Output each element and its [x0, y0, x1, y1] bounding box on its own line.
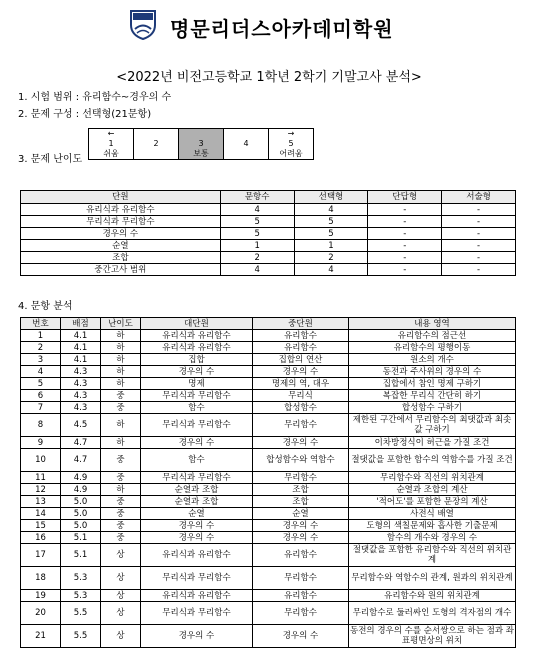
analysis-header-sub-unit: 중단원	[253, 318, 349, 330]
table-cell: 절댓값을 포함한 함수의 역함수를 가질 조건	[349, 449, 516, 472]
table-cell: 상	[101, 602, 141, 625]
academy-logo-icon	[128, 8, 158, 40]
table-cell: -	[442, 216, 516, 228]
table-cell: 11	[21, 472, 61, 484]
table-cell: 무리함수로 둘러싸인 도형의 격자점의 개수	[349, 602, 516, 625]
table-cell: 유리함수	[253, 544, 349, 567]
table-cell: 중	[101, 508, 141, 520]
table-cell: 중	[101, 449, 141, 472]
table-cell: 14	[21, 508, 61, 520]
table-cell: 동전의 경우의 수를 순서쌍으로 하는 점과 좌표평면상의 위치	[349, 626, 514, 646]
analysis-header-difficulty: 난이도	[101, 318, 141, 330]
table-cell: 5	[220, 216, 294, 228]
table-cell: 4.1	[61, 354, 101, 366]
table-cell: 무리함수	[253, 602, 349, 625]
table-cell: 합성함수 구하기	[349, 402, 516, 414]
table-cell: 경우의 수	[253, 366, 349, 378]
table-cell: -	[442, 228, 516, 240]
table-cell: 5	[21, 378, 61, 390]
table-cell: 조합	[21, 252, 221, 264]
table-cell: 순열	[21, 240, 221, 252]
table-row	[21, 378, 516, 390]
table-cell: 중	[101, 390, 141, 402]
table-cell: 6	[21, 390, 61, 402]
table-cell: 5	[294, 228, 368, 240]
table-cell: 21	[21, 625, 61, 648]
table-cell: 하	[101, 366, 141, 378]
table-cell: 중	[101, 520, 141, 532]
table-cell: 무리식	[253, 390, 349, 402]
table-cell: 유리함수의 평행이동	[349, 342, 516, 354]
table-cell: 3	[21, 354, 61, 366]
table-cell: 10	[21, 449, 61, 472]
arrow-left-icon: ←	[107, 129, 115, 138]
table-cell: 16	[21, 532, 61, 544]
difficulty-level-2: 2	[134, 129, 179, 160]
table-cell: 동전과 주사위의 경우의 수	[349, 366, 516, 378]
table-cell: 유리식과 유리함수	[141, 330, 253, 342]
table-cell: 20	[21, 602, 61, 625]
arrow-right-icon: →	[287, 129, 295, 138]
summary-header-count: 문항수	[220, 191, 294, 204]
table-cell: 무리식과 무리함수	[141, 602, 253, 625]
table-cell: 1	[294, 240, 368, 252]
table-row	[21, 437, 516, 449]
table-row	[21, 532, 516, 544]
table-cell: 1	[21, 330, 61, 342]
table-cell: 이차방정식이 허근을 가질 조건	[349, 437, 516, 449]
table-cell: 4.3	[61, 378, 101, 390]
table-cell: 순열	[141, 508, 253, 520]
document-title: <2022년 비전고등학교 1학년 2학기 기말고사 분석>	[116, 70, 422, 85]
table-cell: 4.7	[61, 437, 101, 449]
table-cell: 하	[101, 354, 141, 366]
table-cell: 5.3	[61, 567, 101, 590]
table-cell: 유리함수	[253, 590, 349, 602]
table-cell: 2	[294, 252, 368, 264]
table-cell: 무리식과 무리함수	[141, 414, 253, 437]
table-row	[21, 264, 516, 276]
table-cell: -	[442, 252, 516, 264]
table-row	[21, 342, 516, 354]
table-cell: 4.9	[61, 484, 101, 496]
table-cell: 상	[101, 567, 141, 590]
table-cell: 유리함수의 점근선	[349, 330, 516, 342]
page-header	[0, 4, 538, 44]
exam-range: 1. 시험 범위 : 유리함수~경우의 수	[18, 92, 172, 103]
table-cell: 무리식과 무리함수	[141, 390, 253, 402]
table-cell: 8	[21, 414, 61, 437]
table-cell: 4.1	[61, 342, 101, 354]
table-cell: 경우의 수	[141, 437, 253, 449]
analysis-header-points: 배점	[61, 318, 101, 330]
table-cell: -	[368, 252, 442, 264]
table-row	[21, 402, 516, 414]
table-row	[21, 330, 516, 342]
table-cell: 유리식과 유리함수	[141, 544, 253, 567]
question-analysis-table	[20, 317, 516, 648]
table-cell: -	[368, 240, 442, 252]
exam-composition: 2. 문제 구성 : 선택형(21문항)	[18, 109, 152, 120]
table-cell: 5.5	[61, 602, 101, 625]
table-row	[21, 496, 516, 508]
table-cell: '적어도'를 포함한 문장의 계산	[349, 496, 516, 508]
table-row	[21, 390, 516, 402]
table-row	[21, 520, 516, 532]
summary-header-essay: 서술형	[442, 191, 516, 204]
difficulty-level-4: 4	[224, 129, 269, 160]
table-cell: 원소의 개수	[349, 354, 516, 366]
table-cell: 함수	[141, 449, 253, 472]
table-cell: 유리식과 유리함수	[141, 590, 253, 602]
difficulty-label: 3. 문제 난이도	[18, 154, 83, 165]
table-cell: 4.3	[61, 390, 101, 402]
table-row	[21, 228, 516, 240]
table-cell: 조합	[253, 496, 349, 508]
table-cell: 경우의 수	[253, 625, 349, 648]
table-cell: 하	[101, 437, 141, 449]
table-cell: 하	[101, 330, 141, 342]
table-cell: 무리함수	[253, 472, 349, 484]
table-cell: 하	[101, 484, 141, 496]
table-cell: 집합	[141, 354, 253, 366]
table-cell: 경우의 수	[141, 625, 253, 648]
table-cell: 5.5	[61, 625, 101, 648]
table-cell: 사전식 배열	[349, 508, 516, 520]
summary-header-short: 단답형	[368, 191, 442, 204]
difficulty-level-3-selected: 3 보통	[179, 129, 224, 160]
table-cell: 하	[101, 378, 141, 390]
table-cell: 5.0	[61, 496, 101, 508]
table-cell: -	[368, 264, 442, 276]
table-cell: 경우의 수	[253, 532, 349, 544]
table-cell: 중	[101, 472, 141, 484]
table-cell: 순열과 조합	[141, 484, 253, 496]
table-cell: 유리함수	[253, 342, 349, 354]
table-cell: 순열과 조합	[141, 496, 253, 508]
table-cell: 상	[101, 544, 141, 567]
table-row	[21, 240, 516, 252]
analysis-header-number: 번호	[21, 318, 61, 330]
table-cell: 중	[101, 532, 141, 544]
table-cell: 12	[21, 484, 61, 496]
table-cell: 중	[101, 402, 141, 414]
table-cell: 4	[294, 264, 368, 276]
table-cell: 1	[220, 240, 294, 252]
table-cell: -	[442, 240, 516, 252]
table-cell: 13	[21, 496, 61, 508]
table-cell: 5.3	[61, 590, 101, 602]
table-cell: 5.1	[61, 544, 101, 567]
table-cell: 17	[21, 544, 61, 567]
table-cell: 명제의 역, 대우	[253, 378, 349, 390]
table-row	[21, 449, 516, 472]
summary-header-choice: 선택형	[294, 191, 368, 204]
table-cell: 조합	[253, 484, 349, 496]
table-row	[21, 567, 516, 590]
table-row	[21, 252, 516, 264]
table-cell: 하	[101, 414, 141, 437]
table-cell: 무리함수와 역함수의 관계, 원과의 위치관계	[349, 567, 516, 590]
hard-label: 어려움	[279, 149, 303, 158]
table-cell: 9	[21, 437, 61, 449]
summary-header-unit: 단원	[21, 191, 221, 204]
table-row	[21, 216, 516, 228]
table-cell: 명제	[141, 378, 253, 390]
difficulty-scale	[88, 128, 314, 160]
table-cell: 집합에서 참인 명제 구하기	[349, 378, 516, 390]
table-cell: 4.5	[61, 414, 101, 437]
table-cell: 무리식과 무리함수	[21, 216, 221, 228]
table-cell: 4.1	[61, 330, 101, 342]
table-cell: 4	[220, 204, 294, 216]
table-row	[21, 472, 516, 484]
table-cell: 4	[294, 204, 368, 216]
table-row	[21, 602, 516, 625]
easy-label: 쉬움	[103, 149, 119, 158]
table-cell: 4.9	[61, 472, 101, 484]
table-cell: 중	[101, 496, 141, 508]
table-cell: 순열과 조합의 계산	[349, 484, 516, 496]
analysis-header-major-unit: 대단원	[141, 318, 253, 330]
table-cell: 5.0	[61, 508, 101, 520]
table-cell: 7	[21, 402, 61, 414]
table-cell: 경우의 수	[141, 366, 253, 378]
table-cell: 경우의 수	[253, 437, 349, 449]
table-cell: 상	[101, 625, 141, 648]
table-cell: 유리식과 유리함수	[21, 204, 221, 216]
table-cell: 절댓값을 포함한 유리함수와 직선의 위치관계	[349, 544, 516, 567]
table-row	[21, 484, 516, 496]
table-cell: 4	[21, 366, 61, 378]
unit-summary-table	[20, 190, 516, 276]
analysis-title: 4. 문항 분석	[18, 301, 73, 312]
table-cell: 중간고사 범위	[21, 264, 221, 276]
table-cell: -	[442, 204, 516, 216]
table-cell: -	[442, 264, 516, 276]
table-row	[21, 354, 516, 366]
analysis-header-content: 내용 영역	[349, 318, 516, 330]
table-cell: 2	[21, 342, 61, 354]
table-cell: 4	[220, 264, 294, 276]
table-cell: 함수	[141, 402, 253, 414]
table-cell: 순열	[253, 508, 349, 520]
table-cell: 유리식과 유리함수	[141, 342, 253, 354]
difficulty-level-5: → 5 어려움	[269, 129, 314, 160]
table-row	[21, 204, 516, 216]
table-cell: 경우의 수	[253, 520, 349, 532]
table-cell: 합성함수와 역함수	[253, 449, 349, 472]
table-cell: 제한된 구간에서 무리함수의 최댓값과 최솟값 구하기	[349, 414, 516, 437]
table-cell: 함수의 개수와 경우의 수	[349, 532, 516, 544]
table-cell: 유리함수	[253, 330, 349, 342]
table-cell: 경우의 수	[21, 228, 221, 240]
table-cell: 5	[220, 228, 294, 240]
table-cell: 5	[294, 216, 368, 228]
table-cell: 합성함수	[253, 402, 349, 414]
table-cell: -	[368, 204, 442, 216]
table-cell: 15	[21, 520, 61, 532]
table-cell: 무리함수	[253, 567, 349, 590]
table-cell: 5.0	[61, 520, 101, 532]
table-cell: 19	[21, 590, 61, 602]
table-row	[21, 590, 516, 602]
table-cell: 무리식과 무리함수	[141, 472, 253, 484]
table-cell: 4.7	[61, 449, 101, 472]
academy-name: 명문리더스아카데미학원	[170, 17, 394, 41]
normal-label: 보통	[193, 149, 209, 158]
table-cell: 복잡한 무리식 간단히 하기	[349, 390, 516, 402]
table-cell: 무리식과 무리함수	[141, 567, 253, 590]
table-cell: -	[368, 228, 442, 240]
table-cell: 상	[101, 590, 141, 602]
table-cell: 하	[101, 342, 141, 354]
table-cell: 무리함수	[253, 414, 349, 437]
table-row	[21, 508, 516, 520]
table-cell: 4.3	[61, 366, 101, 378]
table-row	[21, 414, 516, 437]
table-cell: 경우의 수	[141, 520, 253, 532]
table-cell: -	[368, 216, 442, 228]
table-cell: 5.1	[61, 532, 101, 544]
table-row	[21, 625, 516, 648]
table-cell: 경우의 수	[141, 532, 253, 544]
table-cell: 도형의 색칠문제와 흡사한 기출문제	[349, 520, 516, 532]
table-cell: 집합의 연산	[253, 354, 349, 366]
table-row	[21, 366, 516, 378]
table-cell: 4.3	[61, 402, 101, 414]
table-row	[21, 544, 516, 567]
table-cell: 18	[21, 567, 61, 590]
table-cell: 유리함수와 원의 위치관계	[349, 590, 516, 602]
difficulty-level-1: ← 1 쉬움	[89, 129, 134, 160]
table-cell: 무리함수와 직선의 위치관계	[349, 472, 516, 484]
table-cell: 2	[220, 252, 294, 264]
